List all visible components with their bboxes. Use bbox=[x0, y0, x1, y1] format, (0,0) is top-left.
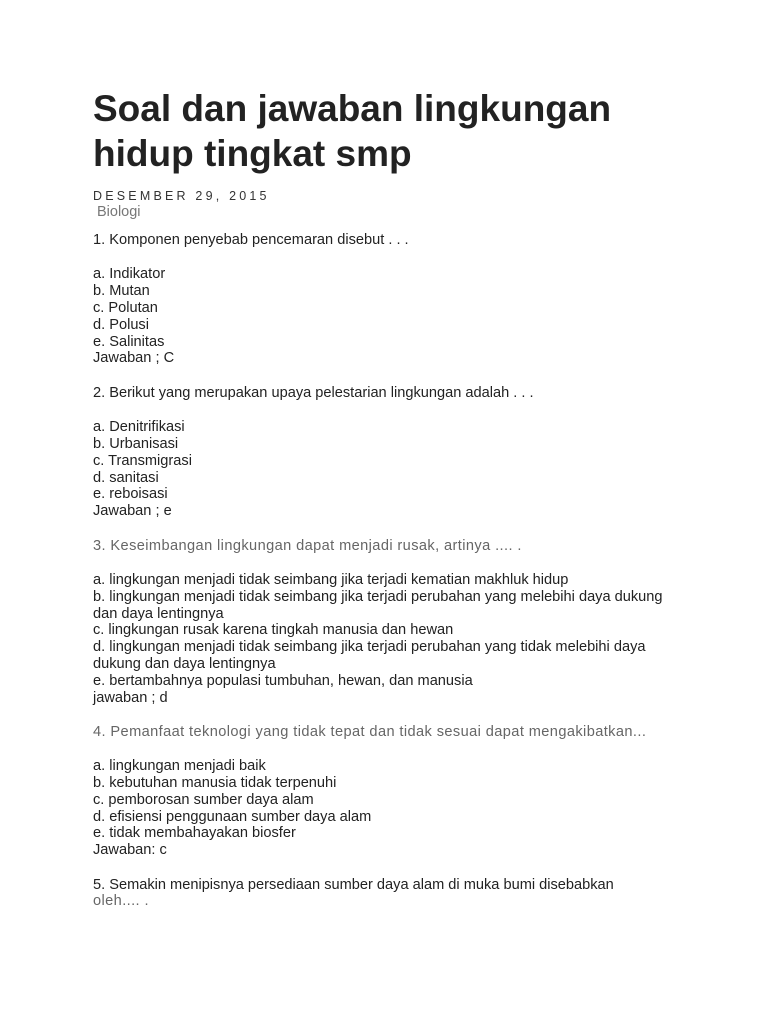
option-c: c. Polutan bbox=[93, 299, 158, 316]
option-b: b. kebutuhan manusia tidak terpenuhi bbox=[93, 775, 337, 792]
option-list bbox=[93, 266, 668, 350]
option-list bbox=[93, 758, 668, 842]
answer-text: jawaban ; d bbox=[93, 689, 168, 706]
option-c: c. Transmigrasi bbox=[93, 452, 192, 469]
question-5 bbox=[93, 877, 668, 911]
option-list bbox=[93, 572, 668, 690]
option-b: b. Mutan bbox=[93, 283, 150, 300]
post-date: DESEMBER 29, 2015 bbox=[93, 189, 270, 203]
question-text: 4. Pemanfaat teknologi yang tidak tepat dan tidak sesuai dapat mengakibatkan... bbox=[93, 723, 647, 740]
option-a: a. Denitrifikasi bbox=[93, 419, 185, 436]
option-d: d. sanitasi bbox=[93, 469, 159, 486]
option-e: e. tidak membahayakan biosfer bbox=[93, 825, 296, 842]
option-e: e. Salinitas bbox=[93, 333, 165, 350]
post-title: Soal dan jawaban lingkungan hidup tingkat smp bbox=[93, 88, 612, 174]
option-d: d. efisiensi penggunaan sumber daya alam bbox=[93, 808, 372, 825]
question-1 bbox=[93, 232, 668, 367]
question-text-continued: oleh.... . bbox=[93, 893, 149, 910]
option-list bbox=[93, 419, 668, 503]
question-text: 2. Berikut yang merupakan upaya pelestarian lingkungan adalah . . . bbox=[93, 384, 534, 401]
option-a: a. lingkungan menjadi tidak seimbang jika terjadi kematian makhluk hidup bbox=[93, 571, 569, 588]
question-text: 1. Komponen penyebab pencemaran disebut . . . bbox=[93, 232, 409, 248]
option-d: d. Polusi bbox=[93, 316, 149, 333]
option-a: a. Indikator bbox=[93, 266, 166, 283]
option-c: c. lingkungan rusak karena tingkah manusia dan hewan bbox=[93, 622, 454, 639]
question-text: 5. Semakin menipisnya persediaan sumber daya alam di muka bumi disebabkan bbox=[93, 876, 614, 893]
question-2 bbox=[93, 385, 668, 520]
option-a: a. lingkungan menjadi baik bbox=[93, 758, 266, 775]
question-text: 3. Keseimbangan lingkungan dapat menjadi rusak, artinya .... . bbox=[93, 537, 522, 554]
question-3 bbox=[93, 538, 668, 707]
answer-text: Jawaban: c bbox=[93, 842, 167, 859]
option-b: b. lingkungan menjadi tidak seimbang jika terjadi perubahan yang melebihi daya dukung dan daya lentingnya bbox=[93, 588, 663, 622]
option-d: d. lingkungan menjadi tidak seimbang jika terjadi perubahan yang tidak melebihi daya dukung dan daya lentingnya bbox=[93, 639, 646, 672]
question-4 bbox=[93, 724, 668, 859]
answer-text: Jawaban ; e bbox=[93, 503, 172, 520]
option-b: b. Urbanisasi bbox=[93, 435, 179, 452]
option-e: e. reboisasi bbox=[93, 486, 168, 503]
option-c: c. pemborosan sumber daya alam bbox=[93, 791, 314, 808]
answer-text: Jawaban ; C bbox=[93, 350, 175, 367]
post-label[interactable]: Biologi bbox=[97, 204, 141, 220]
post-body bbox=[93, 232, 668, 910]
option-e: e. bertambahnya populasi tumbuhan, hewan, dan manusia bbox=[93, 672, 473, 689]
